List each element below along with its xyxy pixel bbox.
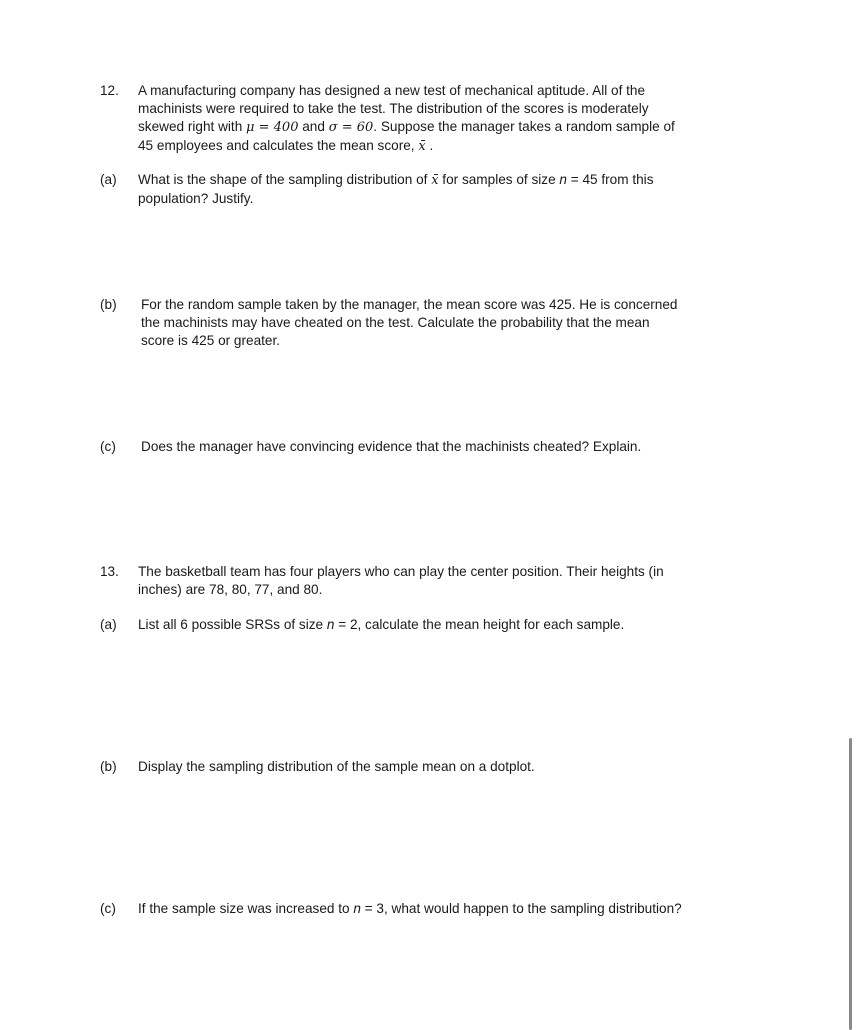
question-13-intro: The basketball team has four players who can play the center position. Their heights (in inches) are 78, 80, 77, and 80. — [138, 564, 664, 597]
mu-expression: μ = 400 — [246, 120, 299, 135]
part-label: (a) — [100, 172, 117, 187]
xbar-symbol: x̄ — [418, 139, 426, 154]
part-label: (b) — [100, 297, 117, 312]
question-12c-text: Does the manager have convincing evidence that the machinists cheated? Explain. — [141, 439, 642, 454]
part-label: (b) — [100, 759, 117, 774]
question-13b-text: Display the sampling distribution of the sample mean on a dotplot. — [138, 759, 535, 774]
question-12-intro: A manufacturing company has designed a new test of mechanical aptitude. All of the machinists were required to take the test. The distribution of the scores is moderately skewed right with μ = 400 and σ = 60. Suppose the manager takes a random sample of 45 employees and calculates the mean score, x̄ . — [138, 83, 675, 154]
part-label: (c) — [100, 439, 116, 454]
question-12b-text: For the random sample taken by the manager, the mean score was 425. He is concerned the machinists may have cheated on the test. Calculate the probability that the mean score is 425 or greater. — [141, 297, 678, 348]
question-12a-text: What is the shape of the sampling distribution of x̄ for samples of size n = 45 from this population? Justify. — [138, 172, 654, 206]
part-label: (c) — [100, 901, 116, 916]
vertical-scrollbar[interactable] — [849, 738, 852, 1030]
question-13a-text: List all 6 possible SRSs of size n = 2, calculate the mean height for each sample. — [138, 617, 625, 632]
part-label: (a) — [100, 617, 117, 632]
sigma-expression: σ = 60 — [328, 120, 374, 135]
question-number: 12. — [100, 83, 119, 98]
question-13c-text: If the sample size was increased to n = 3, what would happen to the sampling distribution? — [138, 901, 682, 916]
question-number: 13. — [100, 564, 119, 579]
xbar-symbol: x̄ — [431, 173, 439, 188]
